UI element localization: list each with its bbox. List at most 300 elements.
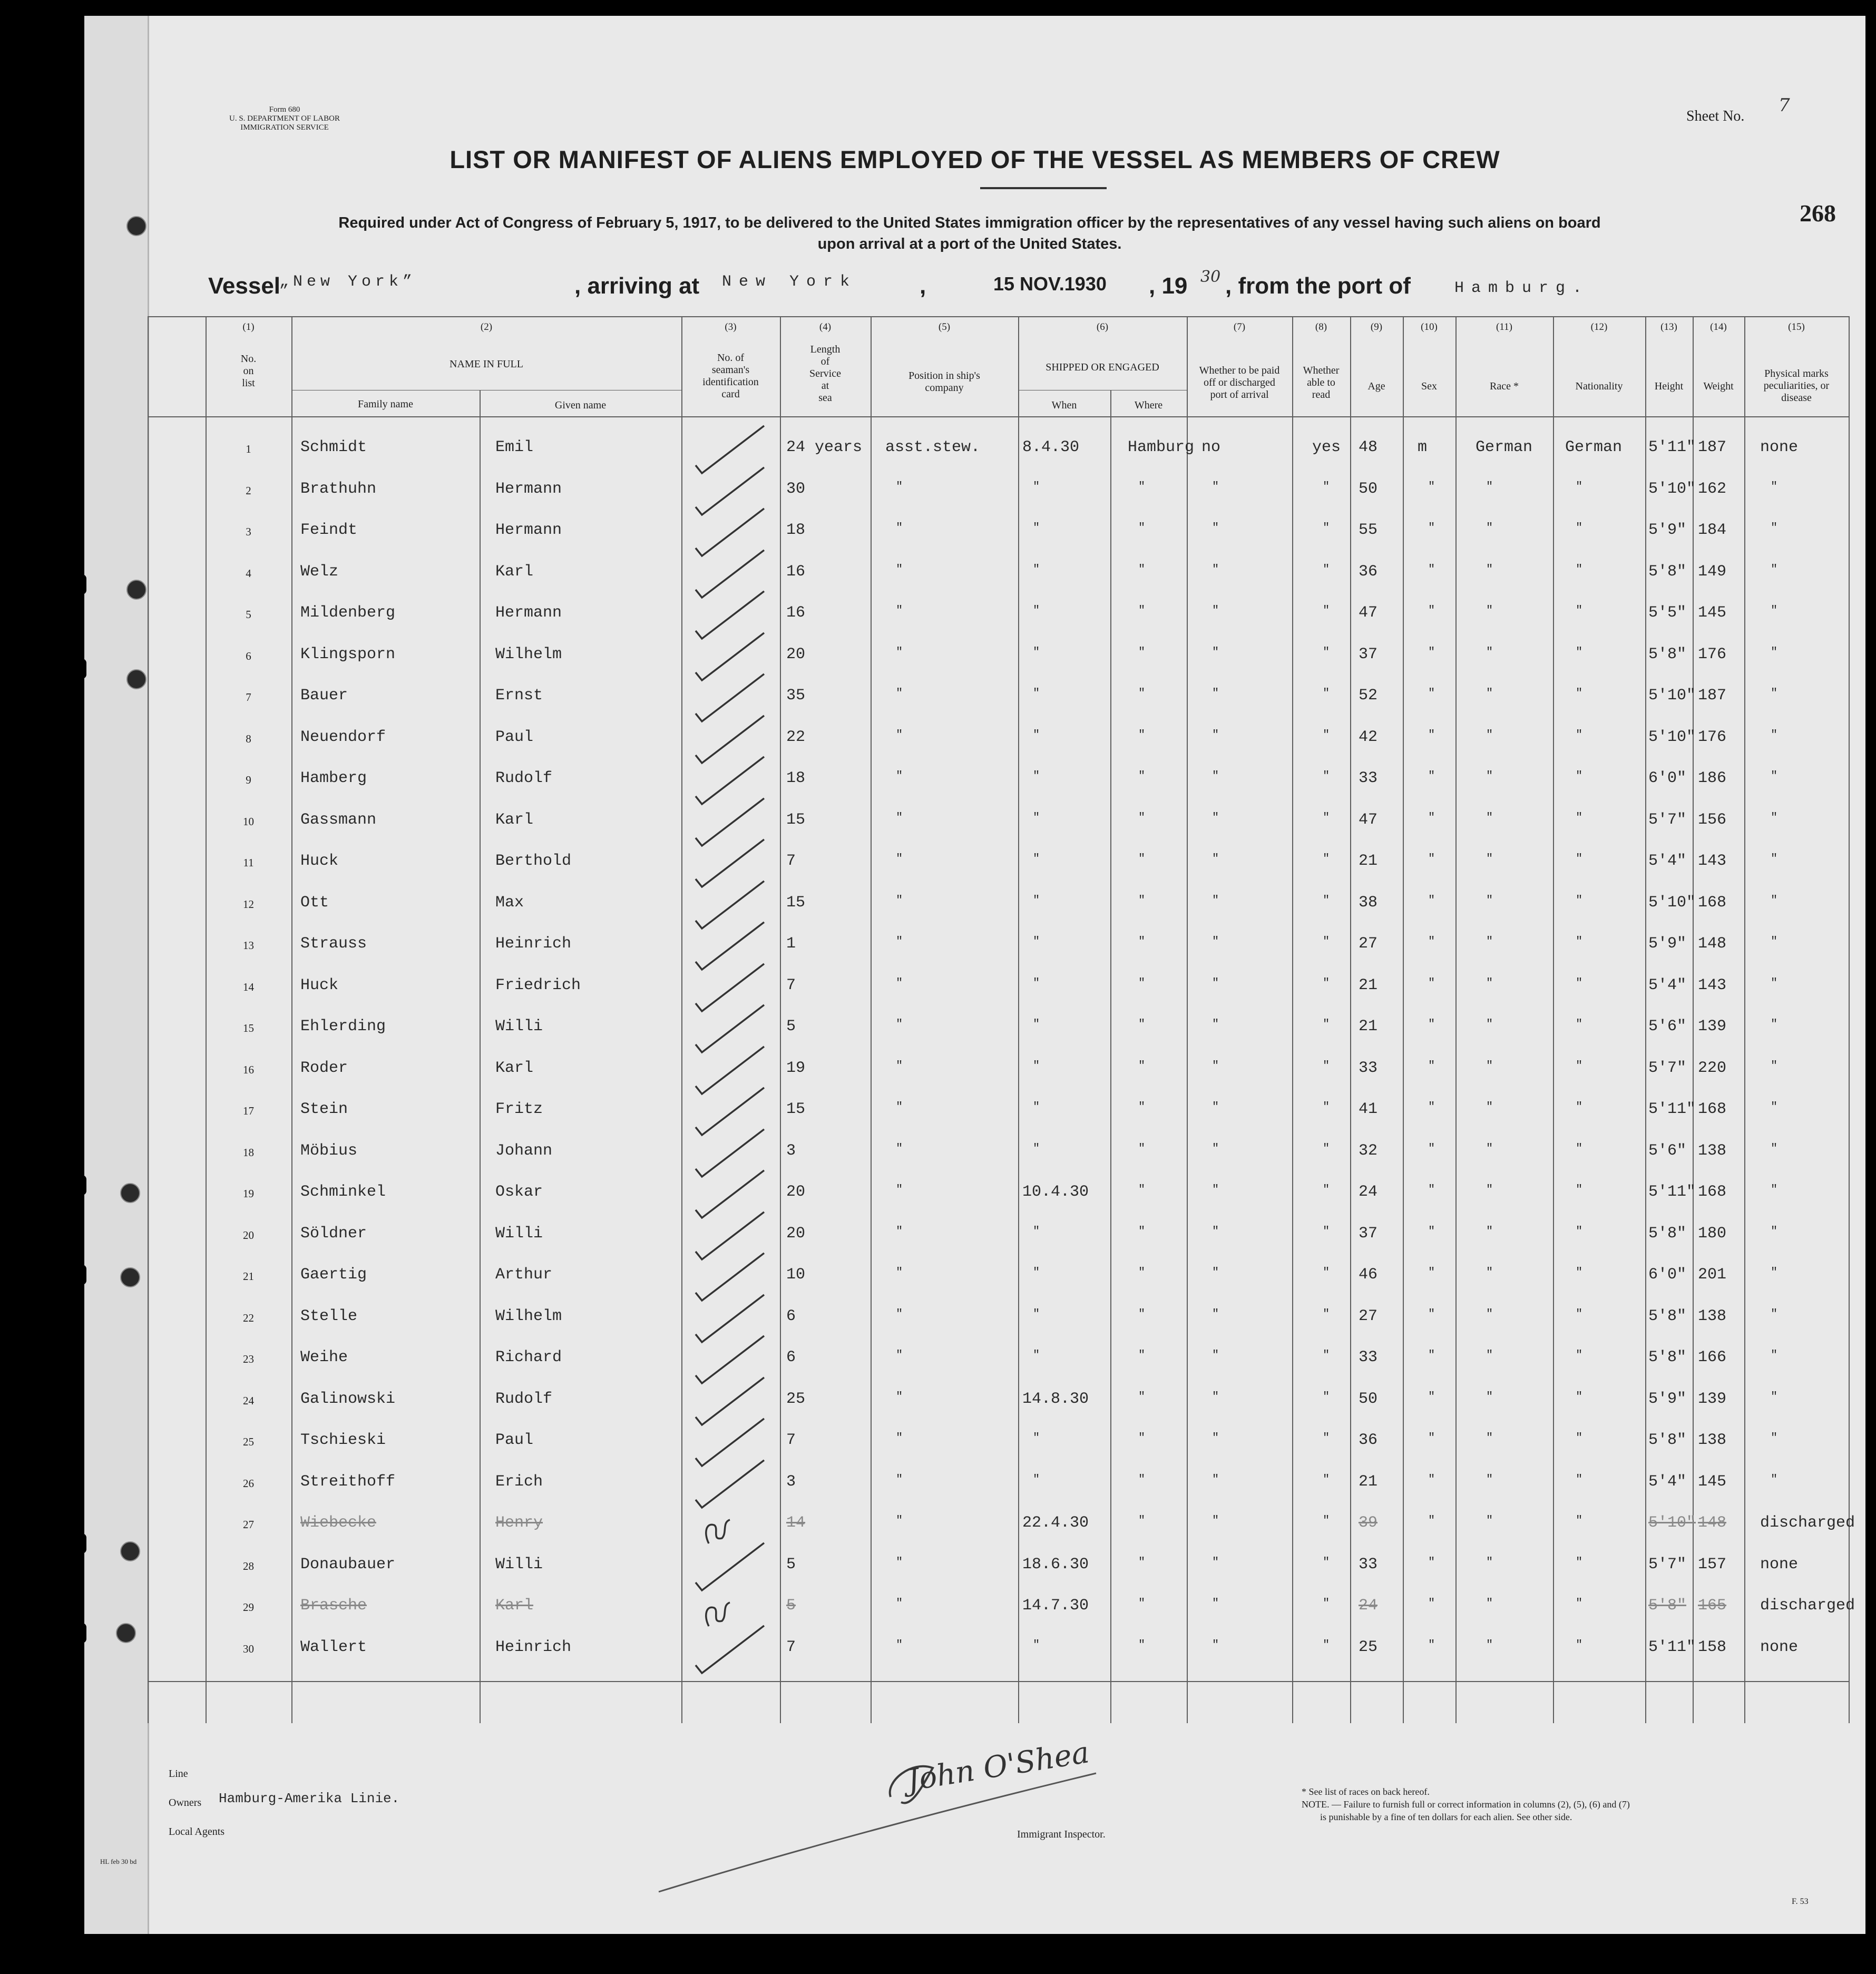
cell-nationality: " — [1576, 1266, 1583, 1279]
cell-family: Stelle — [300, 1307, 358, 1325]
cell-given: Ernst — [495, 687, 543, 705]
table-row — [148, 1010, 1850, 1051]
cell-where: " — [1138, 1059, 1146, 1072]
cell-race: " — [1486, 769, 1493, 783]
cell-nationality: " — [1576, 1514, 1583, 1527]
cell-family: Streithoff — [300, 1472, 396, 1491]
cell-paid: " — [1212, 480, 1219, 493]
cell-paid: " — [1212, 769, 1219, 783]
cell-nationality: " — [1576, 480, 1583, 493]
punch-hole — [120, 1541, 140, 1561]
cell-paid: " — [1212, 976, 1219, 990]
cell-given: Rudolf — [495, 1390, 553, 1408]
cell-marks: " — [1771, 976, 1778, 990]
cell-family: Bauer — [300, 687, 348, 705]
cell-no: 4 — [246, 566, 251, 580]
table-row — [148, 886, 1850, 927]
cell-when: " — [1033, 1266, 1040, 1279]
cell-marks: none — [1760, 438, 1799, 456]
cell-service: 30 — [786, 480, 806, 498]
cell-height: 5'10" — [1648, 480, 1696, 498]
penalty-note-line-2: is punishable by a fine of ten dollars for each alien. See other side. — [1320, 1812, 1572, 1822]
cell-marks: " — [1771, 1472, 1778, 1486]
cell-sex: " — [1428, 1224, 1435, 1238]
cell-height: 5'8" — [1648, 1597, 1687, 1615]
cell-race: " — [1486, 935, 1493, 948]
table-row — [148, 721, 1850, 762]
cell-age: 36 — [1359, 562, 1378, 581]
cell-height: 5'8" — [1648, 1431, 1687, 1449]
cell-where: " — [1138, 810, 1146, 824]
cell-marks: " — [1771, 1431, 1778, 1444]
cell-paid: " — [1212, 1514, 1219, 1527]
cell-when: " — [1033, 1431, 1040, 1444]
cell-no: 21 — [243, 1270, 254, 1283]
cell-paid: " — [1212, 935, 1219, 948]
cell-family: Roder — [300, 1059, 348, 1077]
col-number-1: (1) — [242, 321, 255, 333]
cell-race: " — [1486, 893, 1493, 907]
cell-age: 47 — [1359, 604, 1378, 622]
cell-height: 5'10" — [1648, 1514, 1696, 1532]
cell-no: 20 — [243, 1228, 254, 1242]
cell-service: 15 — [786, 810, 806, 829]
cell-given: Wilhelm — [495, 1307, 562, 1325]
cell-race: " — [1486, 562, 1493, 576]
cell-read: " — [1323, 1141, 1330, 1155]
cell-when: " — [1033, 1307, 1040, 1321]
year-suffix: 30 — [1200, 268, 1221, 286]
cell-when: " — [1033, 1638, 1040, 1651]
cell-family: Feindt — [300, 521, 358, 539]
cell-position: " — [896, 480, 903, 493]
cell-when: " — [1033, 976, 1040, 990]
line-label: Line — [169, 1768, 188, 1780]
header-given-name: Given name — [554, 399, 607, 411]
cell-no: 9 — [246, 774, 251, 786]
sheet-number-value: 7 — [1779, 95, 1790, 116]
cell-given: Berthold — [495, 852, 572, 870]
cell-no: 13 — [243, 939, 254, 952]
cell-given: Arthur — [495, 1266, 553, 1284]
punch-hole — [126, 669, 146, 689]
department-name: U. S. DEPARTMENT OF LABOR — [229, 114, 340, 123]
cell-position: " — [896, 1059, 903, 1072]
col-number-5: (5) — [938, 321, 951, 333]
cell-nationality: " — [1576, 1224, 1583, 1238]
cell-position: " — [896, 769, 903, 783]
cell-weight: 165 — [1698, 1597, 1727, 1615]
cell-race: " — [1486, 1183, 1493, 1196]
cell-marks: " — [1771, 1266, 1778, 1279]
cell-given: Paul — [495, 1431, 534, 1449]
cell-paid: " — [1212, 645, 1219, 659]
cell-family: Wallert — [300, 1638, 367, 1656]
col-number-3: (3) — [725, 321, 737, 333]
stamp-number: 268 — [1800, 200, 1836, 227]
cell-height: 5'10" — [1648, 687, 1696, 705]
cell-family: Donaubauer — [300, 1555, 396, 1574]
cell-race: " — [1486, 728, 1493, 741]
date-stamp: 15 NOV.1930 — [993, 273, 1107, 295]
cell-service: 14 — [786, 1514, 806, 1532]
cell-age: 25 — [1359, 1638, 1378, 1656]
cell-age: 41 — [1359, 1100, 1378, 1118]
col-number-2: (2) — [480, 321, 493, 333]
cell-where: " — [1138, 1224, 1146, 1238]
cell-paid: " — [1212, 1059, 1219, 1072]
cell-service: 20 — [786, 1183, 806, 1201]
cell-nationality: " — [1576, 1183, 1583, 1196]
cell-given: Karl — [495, 810, 534, 829]
cell-age: 33 — [1359, 1059, 1378, 1077]
cell-when: " — [1033, 687, 1040, 700]
cell-where: " — [1138, 1638, 1146, 1651]
cell-race: " — [1486, 1141, 1493, 1155]
cell-height: 5'6" — [1648, 1141, 1687, 1160]
cell-read: " — [1323, 1059, 1330, 1072]
cell-marks: " — [1771, 1348, 1778, 1362]
cell-age: 21 — [1359, 1472, 1378, 1491]
col-number-11: (11) — [1496, 321, 1512, 333]
cell-nationality: " — [1576, 1307, 1583, 1321]
col-number-7: (7) — [1233, 321, 1246, 333]
cell-where: " — [1138, 1555, 1146, 1569]
cell-race: " — [1486, 645, 1493, 659]
cell-where: " — [1138, 1472, 1146, 1486]
cell-position: " — [896, 521, 903, 534]
header-bottom-rule — [148, 416, 1850, 417]
cell-paid: " — [1212, 1431, 1219, 1444]
cell-marks: " — [1771, 687, 1778, 700]
cell-no: 8 — [246, 732, 251, 745]
cell-marks: " — [1771, 1059, 1778, 1072]
cell-when: " — [1033, 1018, 1040, 1031]
cell-when: 10.4.30 — [1022, 1183, 1089, 1201]
cell-no: 27 — [243, 1518, 254, 1531]
form-identification — [174, 105, 395, 132]
cell-family: Huck — [300, 976, 339, 994]
table-row — [148, 1052, 1850, 1093]
cell-paid: " — [1212, 562, 1219, 576]
cell-race: " — [1486, 976, 1493, 990]
cell-service: 3 — [786, 1141, 796, 1160]
cell-nationality: " — [1576, 1100, 1583, 1113]
sheet-number-label: Sheet No. — [1686, 108, 1745, 124]
cell-height: 5'8" — [1648, 1348, 1687, 1366]
cell-where: Hamburg — [1128, 438, 1195, 456]
cell-when: " — [1033, 1141, 1040, 1155]
legal-requirement-line-2: upon arrival at a port of the United States. — [817, 236, 1122, 252]
cell-read: " — [1323, 1018, 1330, 1031]
legal-requirement — [285, 212, 1655, 255]
table-row — [148, 1589, 1855, 1630]
header-name-in-full: NAME IN FULL — [450, 358, 523, 370]
cell-marks: " — [1771, 1183, 1778, 1196]
cell-height: 5'6" — [1648, 1018, 1687, 1035]
cell-weight: 176 — [1698, 645, 1727, 663]
cell-age: 46 — [1359, 1266, 1378, 1284]
cell-position: " — [896, 1307, 903, 1321]
cell-marks: discharged — [1760, 1514, 1855, 1532]
cell-height: 5'10" — [1648, 728, 1696, 746]
cell-nationality: " — [1576, 893, 1583, 907]
table-row — [148, 845, 1850, 886]
cell-marks: " — [1771, 562, 1778, 576]
cell-sex: " — [1428, 1597, 1435, 1610]
cell-nationality: " — [1576, 728, 1583, 741]
cell-no: 12 — [243, 897, 254, 911]
cell-position: " — [896, 1224, 903, 1238]
cell-height: 5'8" — [1648, 1224, 1687, 1243]
cell-read: " — [1323, 1390, 1330, 1403]
cell-where: " — [1138, 1307, 1146, 1321]
cell-nationality: " — [1576, 687, 1583, 700]
edge-notch — [78, 1265, 86, 1285]
cell-weight: 157 — [1698, 1555, 1727, 1574]
cell-sex: " — [1428, 1141, 1435, 1155]
cell-sex: " — [1428, 1307, 1435, 1321]
header-length-service: Length of Service at sea — [809, 344, 841, 404]
cell-nationality: " — [1576, 1018, 1583, 1031]
cell-weight: 149 — [1698, 562, 1727, 581]
cell-when: 14.7.30 — [1022, 1597, 1089, 1615]
table-row — [148, 555, 1850, 597]
cell-height: 5'11" — [1648, 438, 1696, 456]
cell-no: 15 — [243, 1022, 254, 1034]
cell-age: 37 — [1359, 1224, 1378, 1243]
cell-position: " — [896, 935, 903, 948]
cell-given: Emil — [495, 438, 534, 456]
table-row — [148, 1093, 1850, 1134]
cell-where: " — [1138, 1390, 1146, 1403]
header-sex: Sex — [1421, 380, 1437, 392]
col-number-13: (13) — [1660, 321, 1677, 333]
cell-height: 6'0" — [1648, 1266, 1687, 1284]
cell-where: " — [1138, 1183, 1146, 1196]
cell-paid: " — [1212, 1307, 1219, 1321]
cell-sex: " — [1428, 893, 1435, 907]
table-row — [148, 1176, 1850, 1217]
edge-notch — [78, 574, 86, 594]
cell-race: " — [1486, 687, 1493, 700]
edge-notch — [78, 1175, 86, 1195]
cell-family: Hamberg — [300, 769, 367, 787]
cell-weight: 176 — [1698, 728, 1727, 746]
cell-no: 6 — [246, 649, 251, 662]
cell-where: " — [1138, 521, 1146, 534]
punch-hole — [126, 216, 146, 236]
cell-family: Huck — [300, 852, 339, 870]
owners-label: Owners — [169, 1797, 202, 1809]
cell-age: 36 — [1359, 1431, 1378, 1449]
cell-read: " — [1323, 728, 1330, 741]
cell-weight: 201 — [1698, 1266, 1727, 1284]
cell-height: 5'8" — [1648, 645, 1687, 663]
cell-age: 33 — [1359, 769, 1378, 787]
cell-paid: " — [1212, 1224, 1219, 1238]
cell-paid: " — [1212, 1638, 1219, 1651]
cell-read: " — [1323, 852, 1330, 865]
cell-paid: " — [1212, 1141, 1219, 1155]
cell-when: 22.4.30 — [1022, 1514, 1089, 1532]
cell-weight: 143 — [1698, 976, 1727, 994]
cell-read: " — [1323, 976, 1330, 990]
cell-family: Stein — [300, 1100, 348, 1118]
cell-given: Friedrich — [495, 976, 581, 994]
cell-age: 27 — [1359, 1307, 1378, 1325]
cell-family: Brasche — [300, 1597, 367, 1615]
cell-paid: " — [1212, 1555, 1219, 1569]
cell-nationality: " — [1576, 935, 1583, 948]
cell-race: " — [1486, 852, 1493, 865]
cell-sex: " — [1428, 480, 1435, 493]
cell-given: Heinrich — [495, 935, 572, 953]
cell-service: 16 — [786, 562, 806, 581]
cell-service: 18 — [786, 769, 806, 787]
cell-race: " — [1486, 1390, 1493, 1403]
header-nationality: Nationality — [1575, 380, 1623, 392]
cell-position: " — [896, 687, 903, 700]
cell-weight: 168 — [1698, 893, 1727, 912]
cell-marks: " — [1771, 1018, 1778, 1031]
cell-when: 14.8.30 — [1022, 1390, 1089, 1408]
cell-position: " — [896, 562, 903, 576]
cell-family: Söldner — [300, 1224, 367, 1243]
cell-family: Weihe — [300, 1348, 348, 1366]
cell-marks: " — [1771, 1141, 1778, 1155]
cell-sex: " — [1428, 1514, 1435, 1527]
cell-nationality: " — [1576, 1390, 1583, 1403]
cell-service: 5 — [786, 1597, 796, 1615]
cell-nationality: " — [1576, 1597, 1583, 1610]
cell-weight: 145 — [1698, 1472, 1727, 1491]
cell-given: Hermann — [495, 480, 562, 498]
cell-where: " — [1138, 562, 1146, 576]
cell-read: " — [1323, 687, 1330, 700]
cell-given: Karl — [495, 1059, 534, 1077]
cell-sex: " — [1428, 1348, 1435, 1362]
cell-position: " — [896, 1141, 903, 1155]
table-row — [148, 969, 1850, 1010]
cell-where: " — [1138, 1431, 1146, 1444]
cell-given: Fritz — [495, 1100, 543, 1118]
cell-nationality: " — [1576, 1638, 1583, 1651]
cell-when: " — [1033, 1348, 1040, 1362]
cell-weight: 139 — [1698, 1018, 1727, 1035]
cell-weight: 162 — [1698, 480, 1727, 498]
check-mark-icon — [690, 1620, 775, 1678]
from-label: , from the port of — [1225, 273, 1411, 299]
left-binding-strip — [84, 16, 149, 1934]
header-paid-off: Whether to be paid off or discharged port of arrival — [1199, 365, 1280, 400]
cell-where: " — [1138, 769, 1146, 783]
cell-family: Klingsporn — [300, 645, 396, 663]
edge-notch — [78, 1533, 86, 1553]
cell-where: " — [1138, 852, 1146, 865]
cell-sex: " — [1428, 1638, 1435, 1651]
cell-marks: " — [1771, 852, 1778, 865]
cell-where: " — [1138, 1597, 1146, 1610]
table-row — [148, 804, 1850, 845]
table-row — [148, 1135, 1850, 1176]
cell-sex: " — [1428, 1018, 1435, 1031]
cell-paid: " — [1212, 1183, 1219, 1196]
cell-marks: " — [1771, 893, 1778, 907]
cell-when: " — [1033, 728, 1040, 741]
cell-marks: " — [1771, 645, 1778, 659]
form-number: Form 680 — [269, 105, 300, 114]
cell-position: " — [896, 1390, 903, 1403]
year-prefix: , 19 — [1149, 273, 1188, 299]
cell-weight: 143 — [1698, 852, 1727, 870]
cell-height: 5'8" — [1648, 1307, 1687, 1325]
cell-sex: " — [1428, 769, 1435, 783]
cell-marks: " — [1771, 604, 1778, 617]
cell-given: Hermann — [495, 604, 562, 622]
header-height: Height — [1654, 380, 1684, 392]
header-able-read: Whether able to read — [1303, 365, 1340, 400]
cell-no: 22 — [243, 1311, 254, 1324]
cell-marks: none — [1760, 1638, 1799, 1656]
cell-nationality: " — [1576, 976, 1583, 990]
cell-position: " — [896, 1472, 903, 1486]
cell-given: Hermann — [495, 521, 562, 539]
cell-service: 18 — [786, 521, 806, 539]
table-row — [148, 1465, 1850, 1507]
cell-when: " — [1033, 645, 1040, 659]
cell-read: " — [1323, 1307, 1330, 1321]
cell-sex: " — [1428, 521, 1435, 534]
cell-family: Gaertig — [300, 1266, 367, 1284]
cell-service: 7 — [786, 976, 796, 994]
cell-position: " — [896, 728, 903, 741]
cell-race: " — [1486, 1018, 1493, 1031]
cell-service: 6 — [786, 1307, 796, 1325]
cell-weight: 138 — [1698, 1141, 1727, 1160]
cell-weight: 187 — [1698, 438, 1727, 456]
cell-sex: " — [1428, 604, 1435, 617]
table-row — [148, 638, 1850, 679]
cell-sex: " — [1428, 1555, 1435, 1569]
cell-when: " — [1033, 935, 1040, 948]
cell-height: 5'8" — [1648, 562, 1687, 581]
header-physical-marks: Physical marks peculiarities, or disease — [1763, 368, 1830, 404]
cell-when: 8.4.30 — [1022, 438, 1080, 456]
cell-height: 5'7" — [1648, 810, 1687, 829]
cell-where: " — [1138, 1514, 1146, 1527]
page-title: LIST OR MANIFEST OF ALIENS EMPLOYED OF THE VESSEL AS MEMBERS OF CREW — [450, 145, 1500, 173]
cell-when: " — [1033, 893, 1040, 907]
table-row — [148, 1341, 1850, 1382]
cell-when: " — [1033, 1059, 1040, 1072]
punch-hole — [116, 1623, 136, 1643]
cell-service: 10 — [786, 1266, 806, 1284]
cell-marks: " — [1771, 521, 1778, 534]
arriving-label: , arriving at — [574, 273, 700, 299]
cell-service: 1 — [786, 935, 796, 953]
cell-paid: no — [1201, 438, 1221, 456]
col-number-14: (14) — [1710, 321, 1727, 333]
cell-race: " — [1486, 810, 1493, 824]
punch-hole — [120, 1183, 140, 1203]
cell-read: " — [1323, 1472, 1330, 1486]
cell-no: 3 — [246, 525, 251, 538]
cell-given: Erich — [495, 1472, 543, 1491]
cell-family: Schminkel — [300, 1183, 386, 1201]
cell-no: 25 — [243, 1435, 254, 1448]
cell-marks: " — [1771, 810, 1778, 824]
